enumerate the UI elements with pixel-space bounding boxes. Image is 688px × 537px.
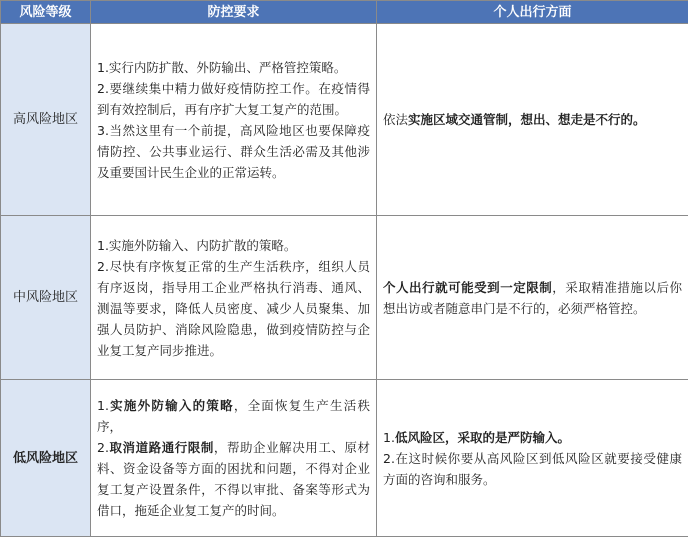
requirement-item: 2.尽快有序恢复正常的生产生活秩序，组织人员有序返岗，指导用工企业严格执行消毒、通风、测温等要求，降低人员密度、减少人员聚集、加强人员防护、消除风险隐患，做到疫情防控与企业复工复产同步推进。 [97, 258, 370, 358]
requirements-low [91, 380, 377, 537]
item-number: 1. [383, 429, 395, 445]
level-high: 高风险地区 [1, 24, 91, 216]
travel-bold-text: 个人出行就可能受到一定限制 [383, 279, 553, 295]
travel-text: ，采取精准措施以后你想出访或者随意串门是不行的，必须严格管控。 [383, 279, 682, 316]
item-text: ，帮助企业解决用工、原材料、资金设备等方面的困扰和问题，不得对企业复工复产设置条件，不得以审批、备案等形式为借口，拖延企业复工复产的时间。 [97, 440, 370, 518]
item-number: 1. [97, 398, 109, 413]
requirement-item [97, 437, 370, 521]
travel-item: 2.在这时候你要从高风险区到低风险区就要接受健康方面的咨询和服务。 [383, 450, 682, 487]
travel-high [377, 24, 688, 216]
item-bold-text: 低风险区，采取的是严防输入。 [394, 429, 570, 445]
requirements-high [91, 24, 377, 216]
requirement-item: 1.实施外防输入、内防扩散的策略。 [97, 237, 297, 253]
requirement-item: 2.要继续集中精力做好疫情防控工作。在疫情得到有效控制后，再有序扩大复工复产的范围。 [97, 80, 370, 117]
row-low-risk [1, 380, 688, 537]
row-medium-risk [1, 216, 688, 380]
travel-item [383, 427, 682, 448]
requirements-medium [91, 216, 377, 380]
item-bold-text: 取消道路通行限制 [108, 440, 214, 455]
row-high-risk [1, 24, 688, 216]
header-requirements: 防控要求 [91, 1, 377, 24]
header-travel: 个人出行方面 [377, 1, 688, 24]
header-row [1, 1, 688, 24]
requirement-item: 1.实行内防扩散、外防输出、严格管控策略。 [97, 59, 347, 75]
level-low: 低风险地区 [1, 380, 91, 537]
item-number: 2. [97, 440, 109, 455]
item-text: ，全面恢复生产生活秩序， [97, 398, 370, 434]
travel-low [377, 380, 688, 537]
header-level: 风险等级 [1, 1, 91, 24]
requirement-item [97, 395, 370, 437]
travel-medium [377, 216, 688, 380]
item-bold-text: 实施外防输入的策略 [108, 398, 234, 413]
travel-bold-text: 实施区域交通管制，想出、想走是不行的。 [408, 112, 646, 127]
requirement-item: 3.当然这里有一个前提，高风险地区也要保障疫情防控、公共事业运行、群众生活必需及其他涉及重要国计民生企业的正常运转。 [97, 122, 370, 180]
level-medium: 中风险地区 [1, 216, 91, 380]
travel-text: 依法 [383, 112, 409, 127]
